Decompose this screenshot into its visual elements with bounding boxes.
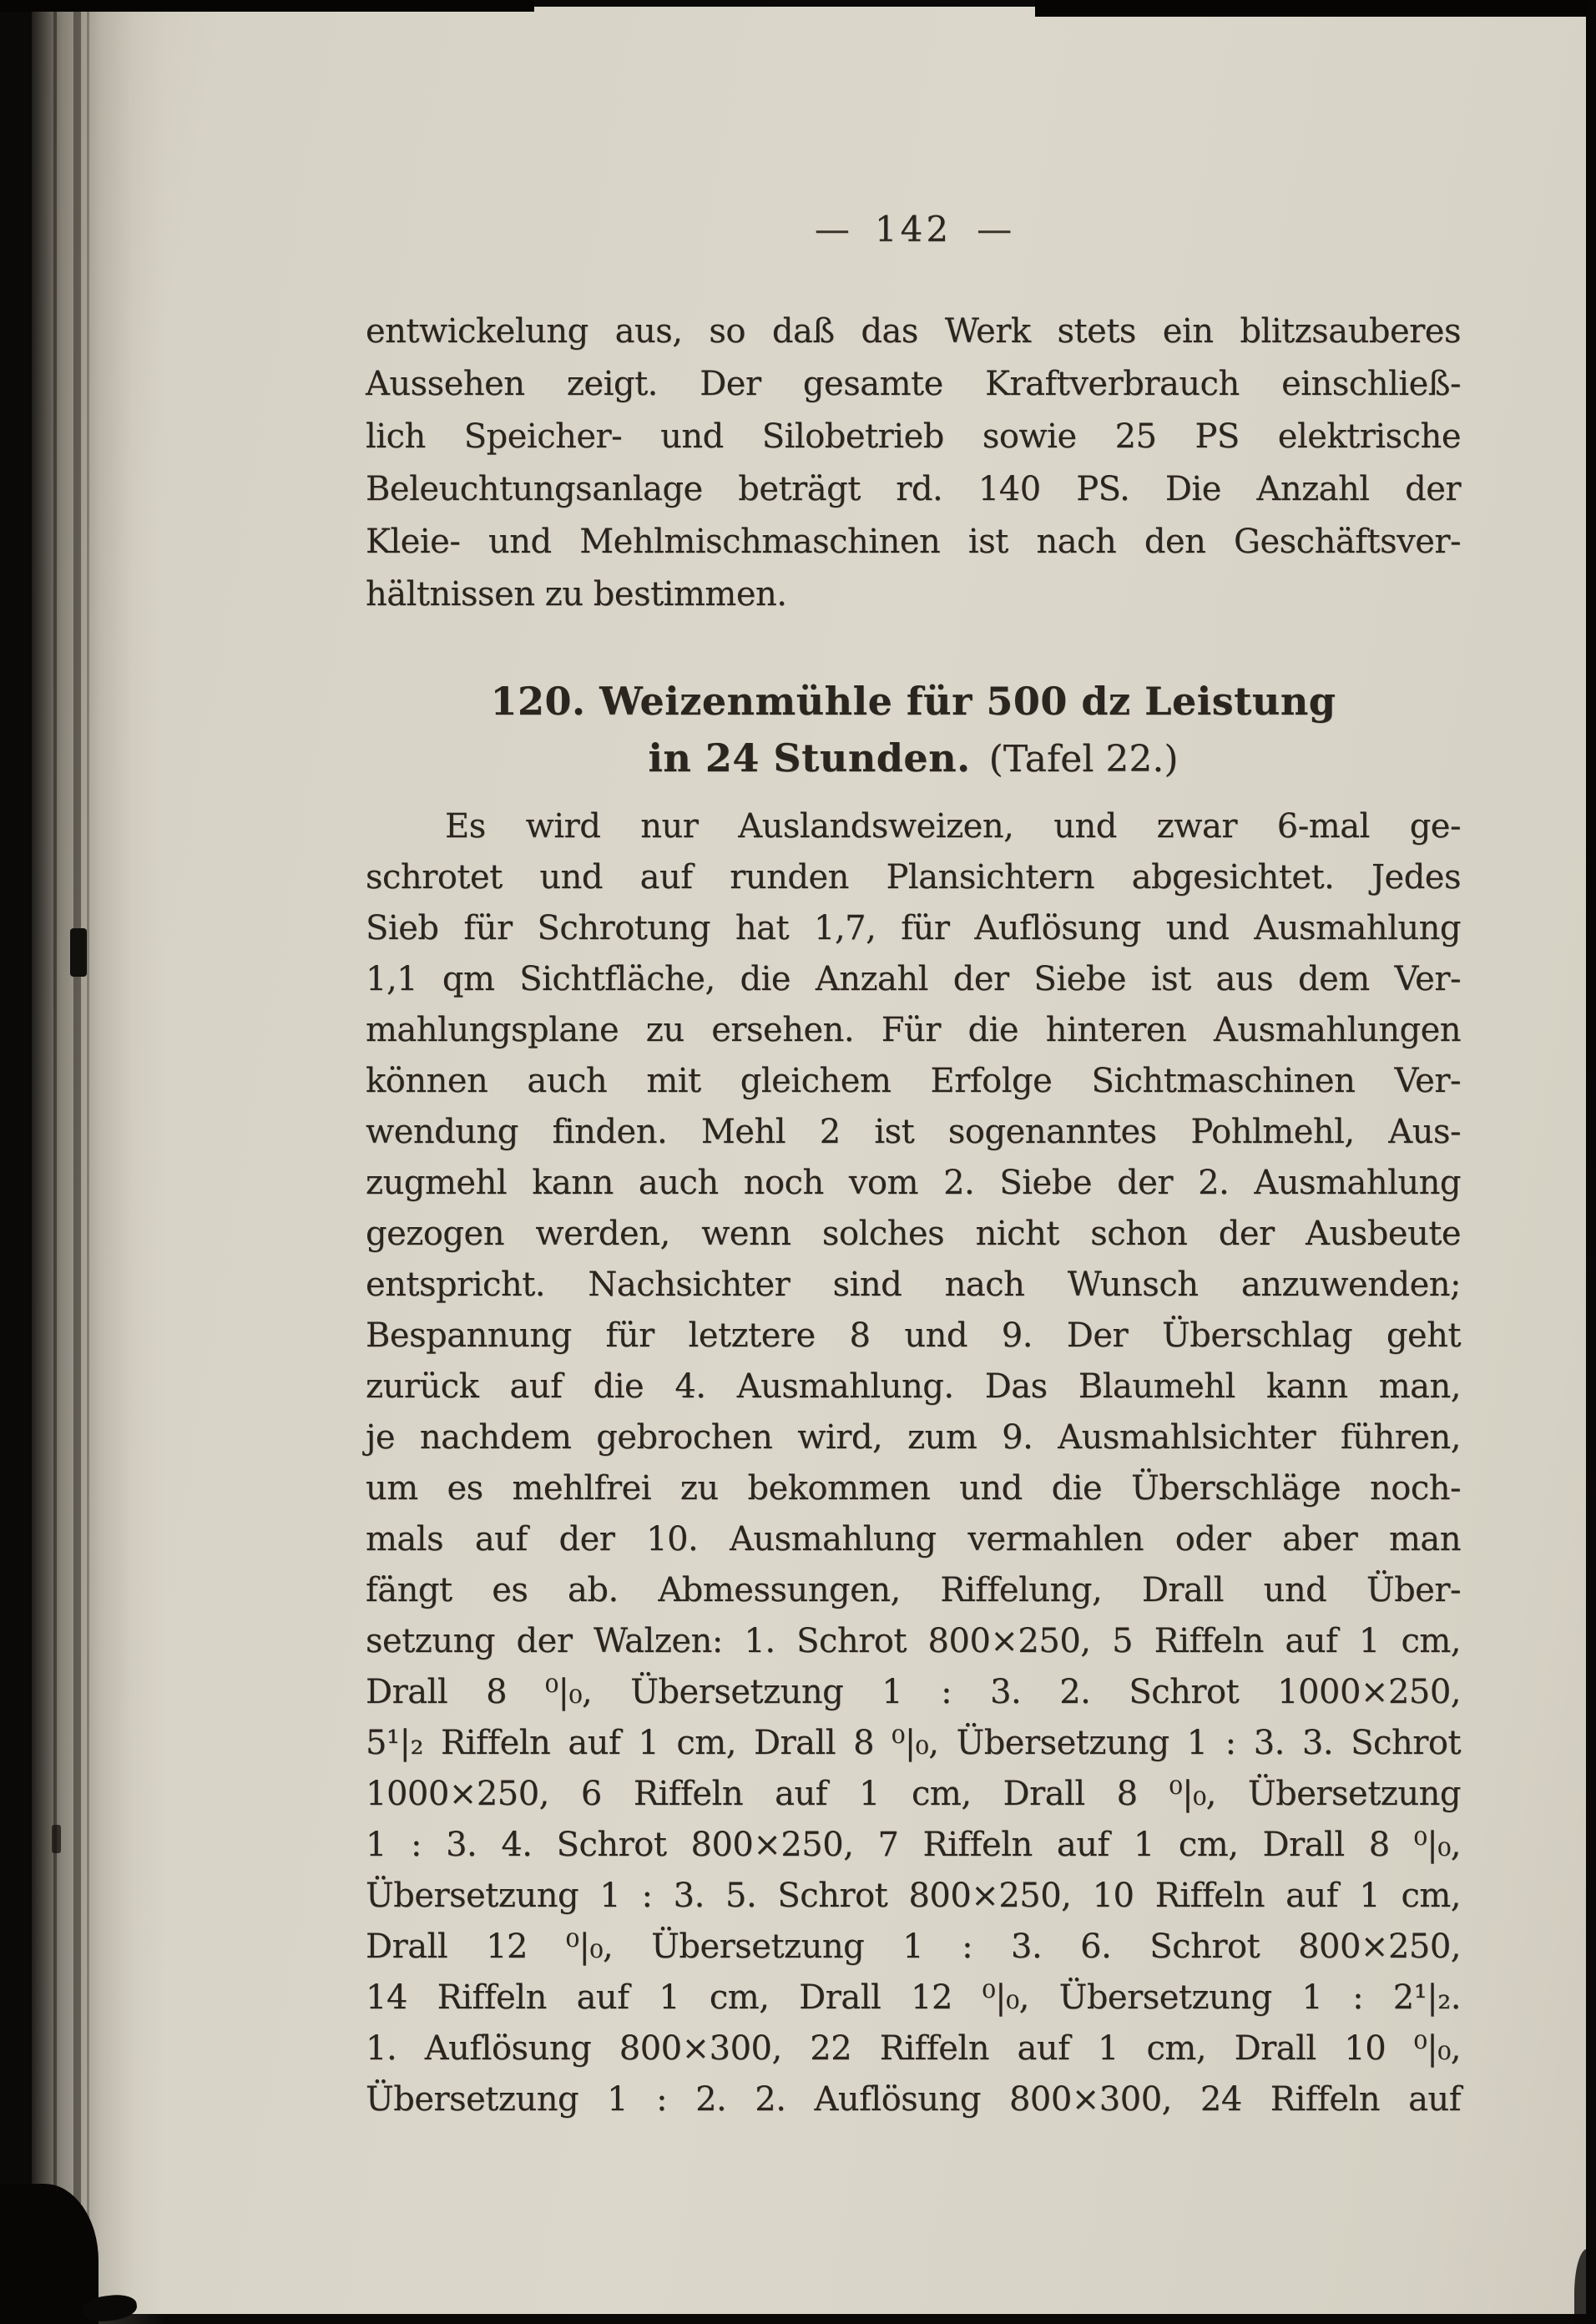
text-line: mals auf der 10. Ausmahlung vermahlen oder aber man (366, 1520, 1461, 1559)
binding-crease-line (73, 0, 81, 2324)
top-edge-shadow-left (0, 0, 534, 12)
section-heading-subtitle: in 24 Stunden. (648, 735, 971, 781)
text-line: lich Speicher- und Silobetrieb sowie 25 PS elektrische (366, 417, 1461, 456)
text-line: 1 : 3. 4. Schrot 800×250, 7 Riffeln auf 1 cm, Drall 8 ⁰|₀, (366, 1826, 1461, 1864)
binding-crease-line-thin (87, 0, 89, 2324)
text-line: Bespannung für letztere 8 und 9. Der Überschlag geht (366, 1316, 1461, 1355)
text-line: entwickelung aus, so daß das Werk stets ein blitzsauberes (366, 312, 1461, 351)
text-line: Aussehen zeigt. Der gesamte Kraftverbrauch einschließ- (366, 365, 1461, 403)
text-line: Übersetzung 1 : 3. 5. Schrot 800×250, 10 Riffeln auf 1 cm, (366, 1877, 1461, 1915)
section-heading-line1: 120. Weizenmühle für 500 dz Leistung (490, 679, 1336, 724)
text-line: Kleie- und Mehlmischmaschinen ist nach den Geschäftsver- (366, 523, 1461, 561)
page-stack-edge-line (53, 0, 57, 2324)
page-header (366, 209, 1461, 250)
text-line: schrotet und auf runden Plansichtern abgesichtet. Jedes (366, 858, 1461, 897)
page-number: 142 (874, 209, 952, 250)
top-edge-shadow-right (1035, 0, 1596, 17)
text-line: Beleuchtungsanlage beträgt rd. 140 PS. Die Anzahl der (366, 470, 1461, 508)
text-line: 5¹|₂ Riffeln auf 1 cm, Drall 8 ⁰|₀, Übersetzung 1 : 3. 3. Schrot (366, 1724, 1461, 1762)
text-line: Drall 12 ⁰|₀, Übersetzung 1 : 3. 6. Schrot 800×250, (366, 1927, 1461, 1966)
text-line: 14 Riffeln auf 1 cm, Drall 12 ⁰|₀, Übersetzung 1 : 2¹|₂. (366, 1978, 1461, 2017)
text-line: Übersetzung 1 : 2. 2. Auflösung 800×300, 24 Riffeln auf (366, 2080, 1461, 2119)
binding-shadow (32, 0, 165, 2324)
text-line: entspricht. Nachsichter sind nach Wunsch anzuwenden; (366, 1266, 1461, 1304)
header-dash-left: — (814, 209, 850, 250)
text-line: 1000×250, 6 Riffeln auf 1 cm, Drall 8 ⁰|₀, Übersetzung (366, 1775, 1461, 1813)
section-heading-plate-reference: (Tafel 22.) (988, 738, 1179, 781)
text-line: mahlungsplane zu ersehen. Für die hinteren Ausmahlungen (366, 1011, 1461, 1049)
right-edge-shadow (1586, 0, 1596, 1302)
text-line: 1. Auflösung 800×300, 22 Riffeln auf 1 cm, Drall 10 ⁰|₀, (366, 2029, 1461, 2068)
section-heading (366, 673, 1461, 788)
text-line: zugmehl kann auch noch vom 2. Siebe der 2. Ausmahlung (366, 1164, 1461, 1202)
text-line: zurück auf die 4. Ausmahlung. Das Blaumehl kann man, (366, 1367, 1461, 1406)
text-line: Sieb für Schrotung hat 1,7, für Auflösung und Ausmahlung (366, 909, 1461, 947)
left-margin-mark (70, 928, 87, 977)
text-line: gezogen werden, wenn solches nicht schon der Ausbeute (366, 1215, 1461, 1253)
header-dash-right: — (977, 209, 1013, 250)
body-paragraph (366, 801, 1461, 2125)
text-line: Es wird nur Auslandsweizen, und zwar 6-mal ge- (445, 807, 1461, 846)
text-line: 1,1 qm Sichtfläche, die Anzahl der Siebe ist aus dem Ver- (366, 960, 1461, 998)
left-margin-mark-2 (52, 1825, 61, 1853)
intro-paragraph (366, 306, 1461, 621)
text-line: je nachdem gebrochen wird, zum 9. Ausmahlsichter führen, (366, 1418, 1461, 1457)
text-line: um es mehlfrei zu bekommen und die Überschläge noch- (366, 1469, 1461, 1508)
text-line: hältnissen zu bestimmen. (366, 575, 787, 614)
section-heading-line2 (366, 730, 1461, 788)
text-line: fängt es ab. Abmessungen, Riffelung, Drall und Über- (366, 1571, 1461, 1609)
text-line: wendung finden. Mehl 2 ist sogenanntes Pohlmehl, Aus- (366, 1113, 1461, 1151)
text-line: Drall 8 ⁰|₀, Übersetzung 1 : 3. 2. Schrot 1000×250, (366, 1673, 1461, 1711)
text-line: setzung der Walzen: 1. Schrot 800×250, 5 Riffeln auf 1 cm, (366, 1622, 1461, 1660)
text-line: können auch mit gleichem Erfolge Sichtmaschinen Ver- (366, 1062, 1461, 1100)
